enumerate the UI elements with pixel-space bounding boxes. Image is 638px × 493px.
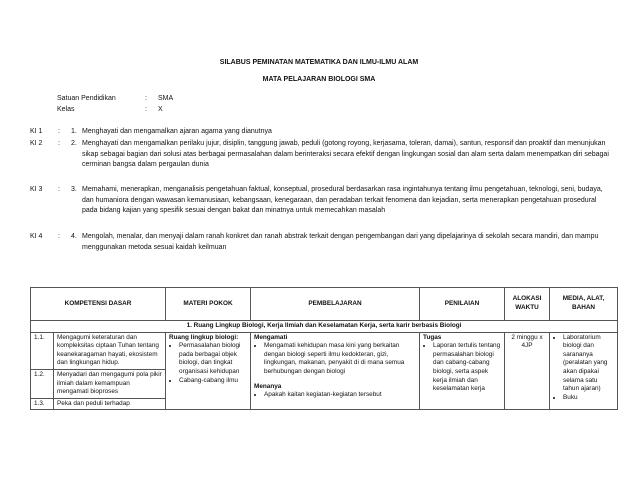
- header-penilaian: PENILAIAN: [420, 288, 505, 321]
- media-cell: [550, 332, 618, 410]
- ki-number: 2.: [71, 140, 77, 147]
- ki-colon: :: [58, 233, 60, 240]
- ki-code: KI 1: [30, 128, 43, 135]
- alokasi-cell: 2 minggu x 4JP: [505, 332, 550, 410]
- pembelajaran-item: • Mengamati kehidupan masa kini yang berkaitan dengan biologi seperti ilmu kedokteran, gizi, lingkungan, makanan, penyakit di di mana semua berhubungan dengan biologi: [264, 342, 416, 376]
- kd-number: 1.2.: [31, 369, 54, 398]
- ki-colon: :: [58, 128, 60, 135]
- penilaian-cell: [420, 332, 505, 410]
- ki-colon: :: [58, 186, 60, 193]
- table-row: [31, 332, 618, 369]
- penilaian-item: • Laporan tertulis tentang permasalahan biologi dan cabang-cabang biologi, serta aspek kerja ilmiah dan keselamatan kerja: [433, 342, 501, 394]
- media-item: • Buku: [563, 394, 614, 403]
- page-title: SILABUS PEMINATAN MATEMATIKA DAN ILMU-ILMU ALAM: [219, 59, 419, 66]
- meta-value-satuan: SMA: [158, 95, 174, 102]
- page-subtitle: MATA PELAJARAN BIOLOGI SMA: [262, 76, 376, 83]
- kd-text: Menyadari dan mengagumi pola pikir ilmiah dalam kemampuan mengamati bioproses: [54, 369, 166, 398]
- ki-text: Menghayati dan mengamalkan ajaran agama yang dianutnya: [82, 128, 272, 135]
- ki-text: Memahami, menerapkan, menganalisis pengetahuan faktual, konseptual, prosedural berdasarkan rasa ingintahunya tentang ilmu pengetahuan, teknologi, seni, budaya, dan humaniora dengan wawasan kemanusiaan, kebangsaan, kenegaraan, dan peradaban terkait fenomena dan kejadian, serta menerapkan pengetahuan prosedural pada bidang kajian yang spesifik sesuai dengan bakat dan minatnya untuk memecahkan masalah: [82, 186, 603, 214]
- header-media: MEDIA, ALAT, BAHAN: [550, 288, 618, 321]
- materi-cell: [166, 332, 251, 410]
- kd-text: Peka dan peduli terhadap: [54, 398, 166, 410]
- kd-text: Mengagumi keteraturan dan kompleksitas ciptaan Tuhan tentang keanekaragaman hayati, ekosistem dan lingkungan hidup.: [54, 332, 166, 369]
- meta-label-kelas: Kelas: [57, 106, 75, 113]
- penilaian-heading: Tugas: [423, 333, 442, 341]
- ki-code: KI 3: [30, 186, 43, 193]
- ki-text: Menghayati dan mengamalkan perilaku jujur, disiplin, tanggung jawab, peduli (gotong royong, kerjasama, toleran, damai), santun, responsif dan proaktif dan menunjukan sikap sebagai bagian dari solusi atas berbagai permasalahan dalam berinteraksi secara efektif dengan lingkungan sosial dan alam serta dalam menempatkan diri sebagai cerminan bangsa dalam pergaulan dunia: [82, 140, 609, 168]
- header-kompetensi-dasar: KOMPETENSI DASAR: [31, 288, 166, 321]
- kd-number: 1.1.: [31, 332, 54, 369]
- materi-item: • Permasalahan biologi pada berbagai objek biologi, dan tingkat organisasi kehidupan: [179, 342, 247, 376]
- section-title: 1. Ruang Lingkup Biologi, Kerja Ilmiah dan Keselamatan Kerja, serta karir berbasis Biologi: [31, 321, 618, 333]
- pembelajaran-heading: Mengamati: [254, 333, 288, 341]
- ki-colon: :: [58, 140, 60, 147]
- kd-number: 1.3.: [31, 398, 54, 410]
- header-pembelajaran: PEMBELAJARAN: [251, 288, 420, 321]
- meta-label-satuan: Satuan Pendidikan: [57, 95, 116, 102]
- pembelajaran-cell: [251, 332, 420, 410]
- section-row: [31, 321, 618, 333]
- pembelajaran-heading: Menanya: [254, 382, 282, 390]
- meta-value-kelas: X: [158, 106, 163, 113]
- table-header-row: [31, 288, 618, 321]
- media-item: • Laboratorium biologi dan sarananya (peralatan yang akan dipakai selama satu tahun ajaran): [563, 334, 614, 394]
- ki-number: 3.: [71, 186, 77, 193]
- ki-code: KI 2: [30, 140, 43, 147]
- syllabus-table: [30, 287, 618, 410]
- header-alokasi-waktu: ALOKASI WAKTU: [505, 288, 550, 321]
- meta-colon: :: [145, 106, 147, 113]
- ki-number: 4.: [71, 233, 77, 240]
- header-materi-pokok: MATERI POKOK: [166, 288, 251, 321]
- ki-code: KI 4: [30, 233, 43, 240]
- ki-number: 1.: [71, 128, 77, 135]
- pembelajaran-item: • Apakah kaitan kegiatan-kegiatan tersebut: [264, 391, 416, 400]
- materi-heading: Ruang lingkup biologi:: [169, 333, 239, 341]
- meta-colon: :: [145, 95, 147, 102]
- materi-item: • Cabang-cabang ilmu: [179, 377, 247, 386]
- ki-text: Mengolah, menalar, dan menyaji dalam ranah konkret dan ranah abstrak terkait dengan pengembangan dari yang dipelajarinya di sekolah secara mandiri, dan mampu menggunakan metoda sesuai kaidah keilmuan: [82, 233, 599, 251]
